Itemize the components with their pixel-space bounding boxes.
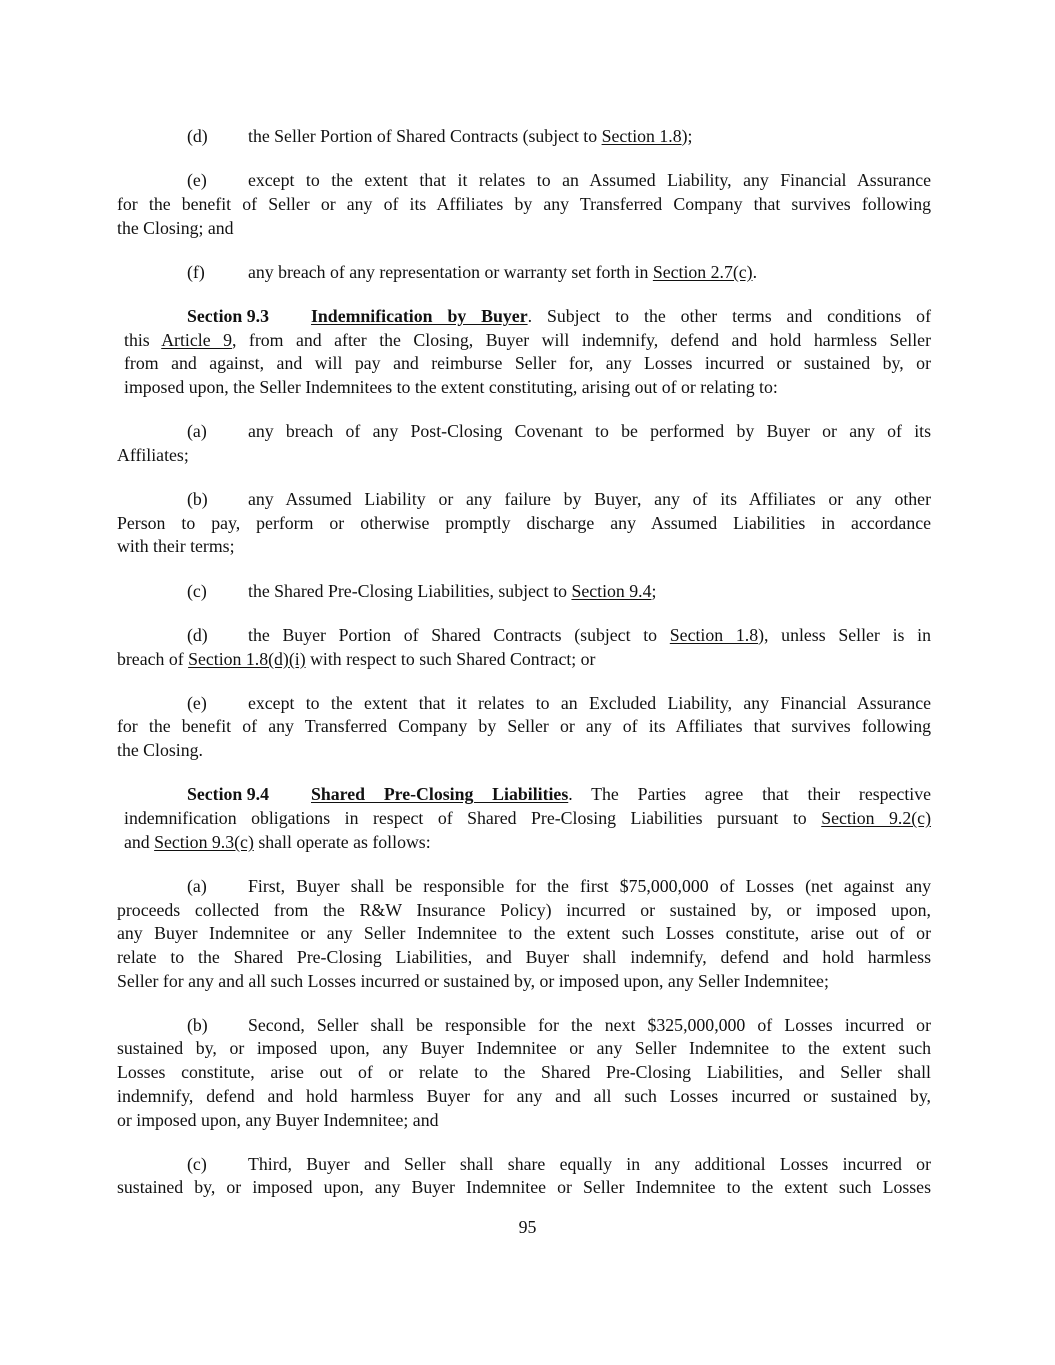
text-segment: Third, Buyer and Seller shall share equally in any additional Losses incurred or (248, 1153, 931, 1174)
line-text (248, 580, 931, 604)
text-line (124, 807, 931, 831)
line-text (117, 739, 931, 763)
page-number: 95 (518, 1217, 537, 1237)
line-text (124, 352, 931, 376)
clause-label: (a) (187, 421, 207, 442)
text-segment: , from and after the Closing, Buyer will indemnify, defend and hold harmless Seller (231, 329, 931, 350)
clause-paragraph (117, 261, 931, 285)
line-text (248, 420, 931, 444)
text-segment: except to the extent that it relates to an Assumed Liability, any Financial Assurance (248, 170, 931, 191)
text-segment: this (124, 329, 162, 350)
text-line (117, 946, 931, 970)
text-segment: Affiliates; (117, 444, 189, 465)
text-segment: indemnify, defend and hold harmless Buyer for any and all such Losses incurred or sustained by, (117, 1085, 931, 1106)
text-line (124, 376, 931, 400)
cross-reference-link[interactable]: Section 9.2(c) (821, 807, 931, 828)
text-segment: or imposed upon, any Buyer Indemnitee; and (117, 1109, 439, 1130)
clause-paragraph (117, 692, 931, 763)
text-line (117, 715, 931, 739)
text-line (117, 125, 931, 149)
text-segment: the Seller Portion of Shared Contracts (subject to (248, 126, 602, 146)
cross-reference-link[interactable]: Section 2.7(c) (652, 261, 753, 282)
text-line (117, 624, 931, 648)
text-line (117, 1085, 931, 1109)
text-segment: the Closing. (117, 740, 203, 761)
line-text (117, 922, 931, 946)
text-line (117, 739, 931, 763)
text-segment: except to the extent that it relates to an Excluded Liability, any Financial Assurance (248, 692, 931, 713)
text-segment: the Shared Pre-Closing Liabilities, subject to (248, 580, 572, 601)
text-line (117, 970, 931, 994)
section-heading: Shared Pre-Closing Liabilities (311, 784, 569, 805)
line-text (117, 512, 931, 536)
line-text (117, 1176, 931, 1200)
text-segment: breach of (117, 648, 189, 669)
text-line (117, 1061, 931, 1085)
text-segment: with their terms; (117, 536, 235, 557)
text-line (117, 193, 931, 217)
line-text (117, 899, 931, 923)
text-line (117, 648, 931, 672)
clause-paragraph (117, 1014, 931, 1132)
text-segment: . (752, 261, 758, 282)
line-text (117, 444, 931, 468)
cross-reference-link[interactable]: Section 9.3(c) (154, 831, 254, 852)
text-line (117, 1109, 931, 1133)
line-text (124, 831, 931, 855)
line-text (117, 970, 931, 994)
line-text (311, 305, 931, 329)
line-text (124, 807, 931, 831)
line-text (117, 217, 931, 241)
text-segment: any breach of any Post-Closing Covenant to be performed by Buyer or any of its (248, 421, 931, 442)
line-text (311, 783, 931, 807)
text-segment: ); (681, 126, 693, 146)
clause-label: (b) (187, 1014, 208, 1035)
clause-label: (d) (187, 624, 208, 645)
line-text (117, 946, 931, 970)
cross-reference-link[interactable]: Section 9.4 (571, 580, 652, 601)
text-line (124, 783, 931, 807)
clause-paragraph (117, 420, 931, 467)
text-line (117, 444, 931, 468)
line-text (248, 692, 931, 716)
clause-paragraph (117, 488, 931, 559)
line-text (117, 648, 931, 672)
clause-label: (c) (187, 1153, 207, 1174)
text-segment: imposed upon, the Seller Indemnitees to the extent constituting, arising out of or relating to: (124, 377, 778, 397)
section-number: Section 9.3 (187, 305, 269, 326)
text-segment: the Buyer Portion of Shared Contracts (subject to (248, 624, 670, 645)
line-text (117, 1037, 931, 1061)
text-segment: ), unless Seller is in (758, 624, 931, 645)
text-line (117, 1153, 931, 1177)
text-segment: sustained by, or imposed upon, any Buyer Indemnitee or Seller Indemnitee to the extent such Losses (117, 1177, 931, 1198)
text-line (117, 1176, 931, 1200)
clause-paragraph (117, 580, 931, 604)
text-line (124, 305, 931, 329)
text-line (117, 488, 931, 512)
text-line (117, 922, 931, 946)
clause-paragraph (117, 875, 931, 993)
line-text (124, 376, 931, 400)
text-segment: any breach of any representation or warranty set forth in (248, 261, 653, 282)
text-line (117, 420, 931, 444)
line-text (248, 1153, 931, 1177)
line-text (117, 1085, 931, 1109)
text-segment: sustained by, or imposed upon, any Buyer Indemnitee or any Seller Indemnitee to the extent such (117, 1038, 931, 1059)
line-text (248, 624, 931, 648)
clause-label: (a) (187, 875, 207, 896)
clause-label: (e) (187, 170, 207, 191)
text-segment: Second, Seller shall be responsible for the next $325,000,000 of Losses incurred or (248, 1014, 931, 1035)
clause-paragraph (117, 1153, 931, 1200)
text-segment: ; (651, 580, 657, 601)
line-text (117, 193, 931, 217)
line-text (248, 261, 931, 285)
text-segment: with respect to such Shared Contract; or (305, 648, 596, 669)
text-line (117, 261, 931, 285)
text-segment: indemnification obligations in respect of Shared Pre-Closing Liabilities pursuant to (124, 807, 822, 828)
text-line (117, 899, 931, 923)
text-line (117, 217, 931, 241)
text-line (117, 1014, 931, 1038)
text-segment: for the benefit of any Transferred Company by Seller or any of its Affiliates that survives following (117, 716, 931, 737)
text-line (124, 352, 931, 376)
text-segment: any Assumed Liability or any failure by Buyer, any of its Affiliates or any other (248, 489, 931, 510)
text-segment: shall operate as follows: (253, 831, 431, 852)
text-segment: from and against, and will pay and reimburse Seller for, any Losses incurred or sustained by, or (124, 353, 931, 374)
text-line (117, 692, 931, 716)
text-segment: any Buyer Indemnitee or any Seller Indemnitee to the extent such Losses constitute, arise out of or (117, 923, 931, 944)
text-line (117, 580, 931, 604)
document-body (117, 125, 931, 1221)
cross-reference-link[interactable]: Section 1.8 (601, 126, 682, 146)
text-segment: Losses constitute, arise out of or relate to the Shared Pre-Closing Liabilities, and Seller shall (117, 1062, 931, 1083)
text-segment: the Closing; and (117, 217, 234, 238)
text-line (124, 831, 931, 855)
clause-label: (e) (187, 692, 207, 713)
clause-label: (c) (187, 580, 207, 601)
line-text (124, 329, 931, 353)
text-line (117, 875, 931, 899)
line-text (248, 488, 931, 512)
text-segment: relate to the Shared Pre-Closing Liabilities, and Buyer shall indemnify, defend and hold harmless (117, 946, 931, 967)
line-text (117, 715, 931, 739)
clause-label: (f) (187, 261, 205, 282)
line-text (117, 535, 931, 559)
text-line (117, 1037, 931, 1061)
text-line (117, 169, 931, 193)
section-paragraph (117, 783, 931, 854)
text-segment: Person to pay, perform or otherwise promptly discharge any Assumed Liabilities in accordance (117, 512, 931, 533)
text-line (124, 329, 931, 353)
text-segment: . The Parties agree that their respective (568, 784, 931, 805)
section-paragraph (117, 305, 931, 400)
clause-paragraph (117, 169, 931, 240)
cross-reference-link[interactable]: Article 9 (161, 329, 232, 350)
clause-label: (d) (187, 126, 208, 146)
text-segment: for the benefit of Seller or any of its Affiliates by any Transferred Company that survives following (117, 193, 931, 214)
text-line (117, 535, 931, 559)
line-text (248, 169, 931, 193)
clause-paragraph (117, 624, 931, 671)
line-text (248, 125, 931, 149)
section-number: Section 9.4 (187, 784, 269, 805)
line-text (248, 875, 931, 899)
line-text (117, 1061, 931, 1085)
text-segment: proceeds collected from the R&W Insurance Policy) incurred or sustained by, or imposed upon, (117, 899, 931, 920)
text-segment: and (124, 831, 155, 852)
section-heading: Indemnification by Buyer (311, 305, 528, 326)
line-text (248, 1014, 931, 1038)
clause-paragraph (117, 125, 931, 149)
text-segment: . Subject to the other terms and conditions of (527, 305, 931, 326)
line-text (117, 1109, 931, 1133)
text-segment: Seller for any and all such Losses incurred or sustained by, or imposed upon, any Seller Indemnitee; (117, 970, 829, 991)
clause-label: (b) (187, 489, 208, 510)
text-line (117, 512, 931, 536)
text-segment: First, Buyer shall be responsible for the first $75,000,000 of Losses (net against any (248, 875, 931, 896)
cross-reference-link[interactable]: Section 1.8 (669, 624, 759, 645)
cross-reference-link[interactable]: Section 1.8(d)(i) (188, 648, 306, 669)
